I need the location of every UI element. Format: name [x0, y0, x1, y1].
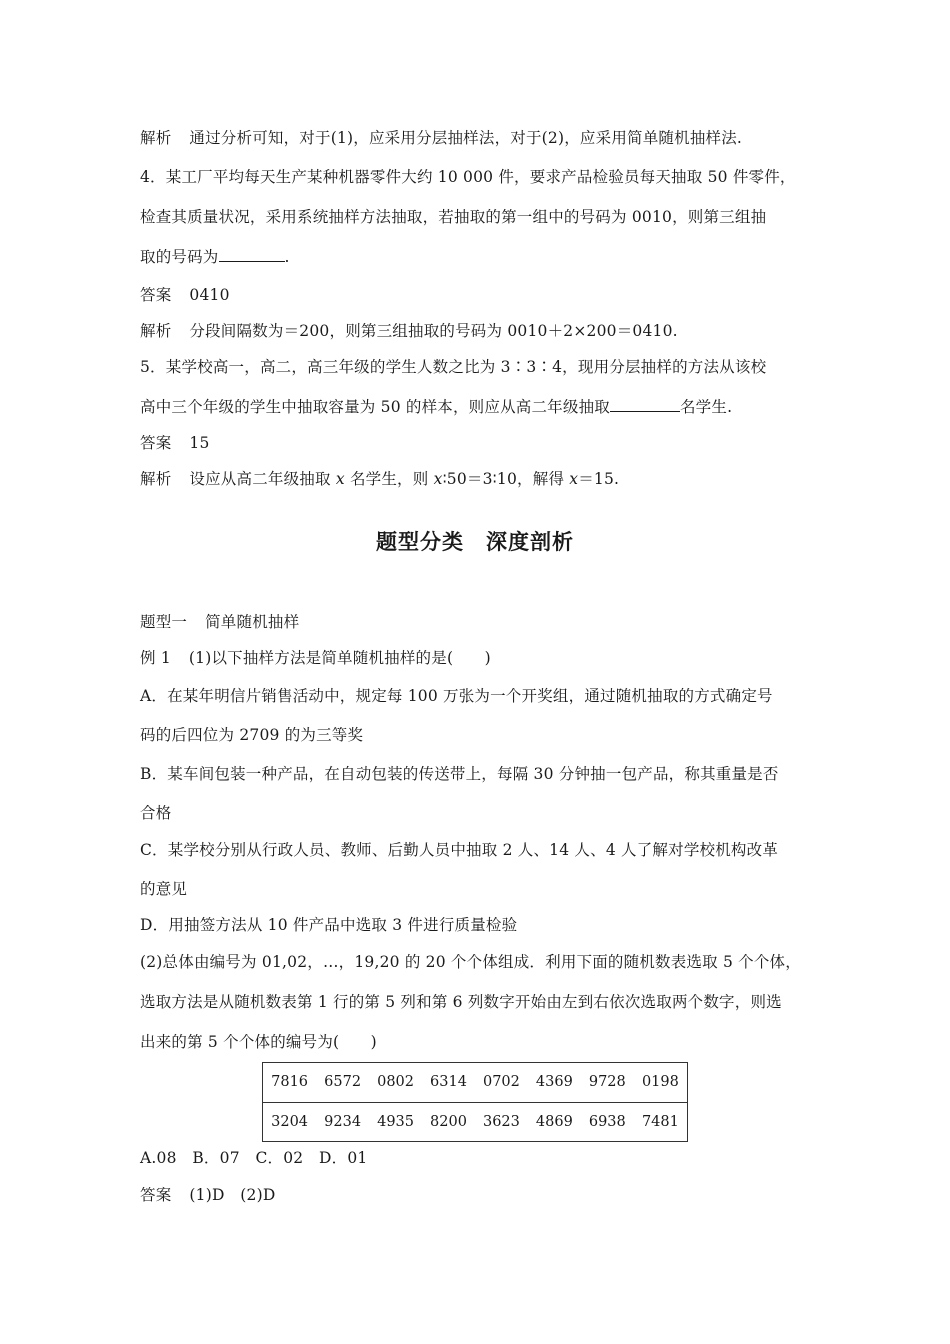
- part-2-line-3: 出来的第 5 个个体的编号为( ): [140, 1033, 377, 1051]
- answer-label: 答案: [140, 1186, 172, 1204]
- section-title-part1: 题型分类: [376, 530, 464, 554]
- answer-blank: [610, 409, 680, 412]
- option-c-line-2: 的意见: [140, 880, 188, 898]
- table-cell: 3623: [482, 1113, 520, 1130]
- question-4-text: 取的号码为: [140, 248, 219, 266]
- choices-line: A.08 B．07 C．02 D．01: [140, 1149, 368, 1167]
- table-row: [263, 1102, 688, 1142]
- answer-line-5: [140, 431, 210, 453]
- table-cell: 0802: [369, 1063, 422, 1103]
- analysis-line-4: [140, 319, 678, 341]
- question-5-end: 名学生.: [679, 398, 733, 416]
- analysis-text: 通过分析可知，对于(1)，应采用分层抽样法，对于(2)，应采用简单随机抽样法.: [189, 129, 743, 147]
- option-b-line-1: B．某车间包装一种产品，在自动包装的传送带上，每隔 30 分钟抽一包产品，称其重量是否: [140, 765, 779, 783]
- table-cell: 0702: [475, 1063, 528, 1103]
- table-cell: 0198: [634, 1063, 688, 1103]
- analysis-text-b: 名学生，则: [349, 470, 429, 488]
- table-cell: 6572: [316, 1063, 369, 1103]
- option-b-line-2: 合格: [140, 804, 172, 822]
- analysis-label: 解析: [140, 470, 172, 488]
- random-number-table: [262, 1062, 688, 1142]
- question-4-end: .: [284, 248, 290, 266]
- example-text: (1)以下抽样方法是简单随机抽样的是( ): [188, 649, 491, 667]
- example-1-line: [140, 646, 491, 668]
- question-4-line-1: 4．某工厂平均每天生产某种机器零件大约 10 000 件，要求产品检验员每天抽取 50 件零件，: [140, 168, 796, 186]
- variable-x: x: [569, 470, 579, 488]
- analysis-line-5: [140, 467, 619, 489]
- option-c-line-1: C．某学校分别从行政人员、教师、后勤人员中抽取 2 人、14 人、4 人了解对学校机构改革: [140, 841, 779, 859]
- analysis-text: 分段间隔数为＝200，则第三组抽取的号码为 0010＋2×200＝0410.: [189, 322, 678, 340]
- type-label: 题型一: [140, 613, 188, 631]
- analysis-text-a: 设应从高二年级抽取: [189, 470, 331, 488]
- answer-text: (1)D (2)D: [189, 1186, 276, 1204]
- answer-line-4: [140, 283, 230, 305]
- answer-blank: [219, 259, 285, 262]
- table-cell: 4369: [528, 1063, 581, 1103]
- answer-label: 答案: [140, 434, 172, 452]
- table-cell: 9234: [324, 1113, 362, 1130]
- question-5-text: 高中三个年级的学生中抽取容量为 50 的样本，则应从高二年级抽取: [140, 398, 610, 416]
- type-heading: [140, 610, 299, 632]
- table-cell: 9728: [581, 1063, 634, 1103]
- table-cell: 7816: [263, 1063, 317, 1103]
- option-a-line-1: A．在某年明信片销售活动中，规定每 100 万张为一个开奖组，通过随机抽取的方式确定号: [140, 687, 773, 705]
- table-cell: 4935: [377, 1113, 415, 1130]
- analysis-label: 解析: [140, 322, 172, 340]
- table-cell: 3204: [271, 1113, 309, 1130]
- table-cell: 7481: [641, 1113, 679, 1130]
- table-cell: 8200: [430, 1113, 467, 1130]
- example-label: 例 1: [140, 649, 171, 667]
- answer-text: 0410: [189, 286, 230, 304]
- question-5-line-1: 5．某学校高一，高二，高三年级的学生人数之比为 3∶3∶4，现用分层抽样的方法从该校: [140, 358, 767, 376]
- analysis-line-1: [140, 126, 742, 148]
- section-title-part2: 深度剖析: [486, 530, 574, 554]
- part-2-line-1: (2)总体由编号为 01,02，…，19,20 的 20 个个体组成．利用下面的随机数表选取 5 个个体，: [140, 953, 801, 971]
- question-4-line-2: 检查其质量状况，采用系统抽样方法抽取，若抽取的第一组中的号码为 0010，则第三组抽: [140, 208, 767, 226]
- variable-x: x: [335, 470, 345, 488]
- table-cell: 6314: [422, 1063, 475, 1103]
- answer-line-example: [140, 1183, 275, 1205]
- table-cell: 6938: [588, 1113, 626, 1130]
- answer-label: 答案: [140, 286, 172, 304]
- question-5-line-2: [140, 395, 732, 417]
- question-4-line-3: [140, 245, 290, 267]
- analysis-text-c: ∶50＝3∶10，解得: [442, 470, 565, 488]
- section-title: [0, 526, 950, 556]
- analysis-label: 解析: [140, 129, 172, 147]
- part-2-line-2: 选取方法是从随机数表第 1 行的第 5 列和第 6 列数字开始由左到右依次选取两个数字，则选: [140, 993, 782, 1011]
- table-cell: 4869: [535, 1113, 573, 1130]
- analysis-text-d: ＝15.: [578, 470, 620, 488]
- variable-x: x: [433, 470, 443, 488]
- option-d-line: D．用抽签方法从 10 件产品中选取 3 件进行质量检验: [140, 916, 518, 934]
- type-text: 简单随机抽样: [205, 613, 300, 631]
- answer-text: 15: [189, 434, 210, 452]
- table-row: [263, 1063, 688, 1103]
- option-a-line-2: 码的后四位为 2709 的为三等奖: [140, 726, 364, 744]
